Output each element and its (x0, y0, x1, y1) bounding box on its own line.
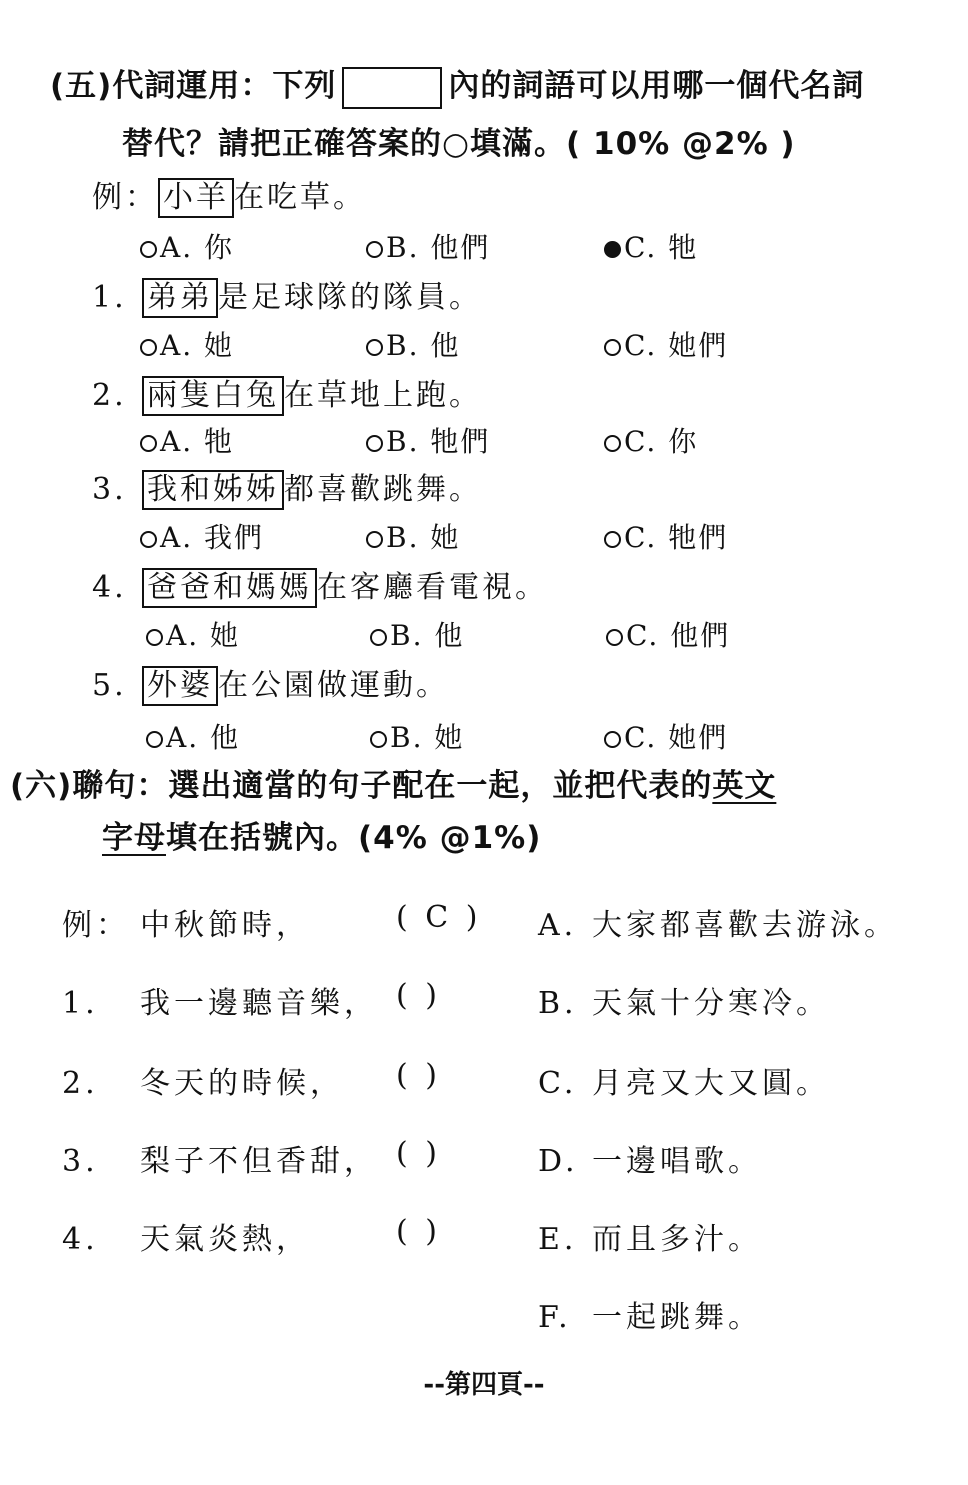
option-text: 你 (668, 425, 699, 458)
option-text: 他 (210, 721, 241, 754)
answer-bracket-2[interactable]: ( ) (396, 1058, 441, 1093)
section5-title-part1: 代詞運用：下列 (112, 68, 337, 104)
match-right-c (538, 1058, 830, 1102)
section6-title-part1: 聯句：選出適當的句子配在一起，並把代表的 (72, 768, 713, 804)
section6-heading-line2 (102, 812, 541, 857)
match-left-text: 天氣炎熱， (140, 1222, 310, 1257)
section6-number: (六) (10, 768, 73, 804)
radio-circle-icon (366, 241, 383, 258)
match-left-text: 中秋節時， (140, 908, 310, 943)
option-letter: A. (166, 619, 200, 652)
option-text: 她 (430, 521, 461, 554)
option-text: 她 (210, 619, 241, 652)
option-letter: C. (624, 329, 658, 362)
q4-option-c[interactable] (606, 614, 730, 654)
match-right-text: 一起跳舞。 (592, 1300, 762, 1335)
match-left-2 (62, 1058, 344, 1102)
answer-bracket-example: ( C ) (396, 900, 482, 935)
match-right-text: 月亮又大又圓。 (592, 1066, 830, 1101)
question-rest: 在公園做運動。 (218, 668, 449, 703)
option-text: 牠們 (668, 521, 729, 554)
q5-option-b[interactable] (370, 716, 464, 756)
question-rest: 在草地上跑。 (284, 378, 482, 413)
match-right-b (538, 978, 830, 1022)
radio-circle-icon[interactable] (146, 731, 163, 748)
match-number: 4. (62, 1222, 99, 1257)
filled-circle-icon (604, 241, 621, 258)
option-letter: C. (624, 521, 658, 554)
q1-option-b[interactable] (366, 324, 460, 364)
example-question (92, 172, 366, 218)
radio-circle-icon[interactable] (140, 339, 157, 356)
question-rest: 都喜歡跳舞。 (284, 472, 482, 507)
question-rest: 在吃草。 (234, 180, 366, 215)
example-option-b (366, 226, 490, 266)
radio-circle-icon[interactable] (370, 731, 387, 748)
q1-option-c[interactable] (604, 324, 728, 364)
match-letter: B. (538, 986, 578, 1021)
boxed-word: 外婆 (142, 666, 218, 706)
q1-option-a[interactable] (140, 324, 234, 364)
q4-option-b[interactable] (370, 614, 464, 654)
match-letter: D. (538, 1144, 579, 1179)
question-number: 1. (92, 280, 127, 315)
radio-circle-icon[interactable] (140, 435, 157, 452)
option-text: 他 (434, 619, 465, 652)
section6-heading (10, 760, 776, 805)
option-letter: A. (160, 231, 194, 264)
option-text: 他們 (670, 619, 731, 652)
radio-circle-icon[interactable] (604, 435, 621, 452)
example-label: 例： (92, 180, 158, 215)
question-number: 3. (92, 472, 127, 507)
match-letter: E. (538, 1222, 578, 1257)
match-letter: A. (538, 908, 578, 943)
match-left-4 (62, 1214, 310, 1258)
match-right-f (538, 1292, 762, 1336)
boxed-word: 我和姊姊 (142, 470, 284, 510)
boxed-word: 小羊 (158, 178, 234, 218)
q5-option-a[interactable] (146, 716, 240, 756)
option-text: 他 (430, 329, 461, 362)
match-letter: F. (538, 1300, 572, 1335)
option-letter: A. (160, 425, 194, 458)
radio-circle-icon[interactable] (604, 731, 621, 748)
match-number: 例： (62, 908, 130, 943)
option-letter: C. (624, 425, 658, 458)
question-3 (92, 464, 482, 510)
option-letter: C. (624, 721, 658, 754)
option-text: 她們 (668, 329, 729, 362)
radio-circle-icon[interactable] (146, 629, 163, 646)
match-right-text: 大家都喜歡去游泳。 (592, 908, 898, 943)
match-right-d (538, 1136, 762, 1180)
match-left-text: 我一邊聽音樂， (140, 986, 378, 1021)
option-letter: B. (390, 619, 424, 652)
question-1 (92, 272, 482, 318)
radio-circle-icon[interactable] (366, 531, 383, 548)
question-number: 2. (92, 378, 127, 413)
section5-title-part2: 內的詞語可以用哪一個代名詞 (448, 68, 865, 104)
option-text: 我們 (204, 521, 265, 554)
question-rest: 是足球隊的隊員。 (218, 280, 482, 315)
match-left-text: 冬天的時候， (140, 1066, 344, 1101)
option-text: 她們 (668, 721, 729, 754)
q2-option-b[interactable] (366, 420, 490, 460)
match-right-text: 而且多汁。 (592, 1222, 762, 1257)
match-left-text: 梨子不但香甜， (140, 1144, 378, 1179)
match-number: 1. (62, 986, 99, 1021)
q3-option-c[interactable] (604, 516, 728, 556)
radio-circle-icon[interactable] (140, 531, 157, 548)
match-right-text: 天氣十分寒冷。 (592, 986, 830, 1021)
radio-circle-icon[interactable] (366, 339, 383, 356)
option-text: 你 (204, 231, 235, 264)
match-right-e (538, 1214, 762, 1258)
section6-title-part2: 填在括號內。(4% @1%) (166, 820, 542, 856)
option-letter: B. (390, 721, 424, 754)
example-option-a (140, 226, 234, 266)
answer-bracket-3[interactable]: ( ) (396, 1136, 441, 1171)
example-option-c (604, 226, 698, 266)
boxed-word: 弟弟 (142, 278, 218, 318)
section6-title-underlined-1: 英文 (712, 768, 777, 804)
option-letter: A. (166, 721, 200, 754)
option-letter: C. (624, 231, 658, 264)
option-letter: C. (626, 619, 660, 652)
answer-bracket-1[interactable]: ( ) (396, 978, 441, 1013)
question-5 (92, 660, 449, 706)
match-left-1 (62, 978, 378, 1022)
boxed-word: 爸爸和媽媽 (142, 568, 317, 608)
option-letter: B. (386, 231, 420, 264)
q5-option-c[interactable] (604, 716, 728, 756)
radio-circle-icon[interactable] (370, 629, 387, 646)
question-number: 4. (92, 570, 127, 605)
page-number: --第四頁-- (423, 1370, 545, 1400)
match-left-3 (62, 1136, 378, 1180)
match-left-example (62, 900, 310, 944)
question-4 (92, 562, 548, 608)
q3-option-b[interactable] (366, 516, 460, 556)
question-number: 5. (92, 668, 127, 703)
option-letter: A. (160, 521, 194, 554)
blank-box-indicator (342, 67, 442, 109)
option-text: 牠 (668, 231, 699, 264)
option-letter: B. (386, 425, 420, 458)
radio-circle-icon (140, 241, 157, 258)
match-right-text: 一邊唱歌。 (592, 1144, 762, 1179)
answer-bracket-4[interactable]: ( ) (396, 1214, 441, 1249)
match-number: 3. (62, 1144, 99, 1179)
radio-circle-icon[interactable] (604, 531, 621, 548)
radio-circle-icon[interactable] (606, 629, 623, 646)
option-letter: B. (386, 329, 420, 362)
q4-option-a[interactable] (146, 614, 240, 654)
boxed-word: 兩隻白兔 (142, 376, 284, 416)
q2-option-a[interactable] (140, 420, 234, 460)
question-2 (92, 370, 482, 416)
match-letter: C. (538, 1066, 578, 1101)
match-number: 2. (62, 1066, 99, 1101)
radio-circle-icon[interactable] (366, 435, 383, 452)
option-text: 牠 (204, 425, 235, 458)
radio-circle-icon[interactable] (604, 339, 621, 356)
option-text: 牠們 (430, 425, 491, 458)
option-letter: B. (386, 521, 420, 554)
section6-title-underlined-2: 字母 (102, 820, 166, 856)
section5-heading-line2: 替代？請把正確答案的○填滿。( 10% @2% ) (122, 126, 796, 162)
question-rest: 在客廳看電視。 (317, 570, 548, 605)
q3-option-a[interactable] (140, 516, 264, 556)
section5-number: (五) (50, 68, 113, 104)
section5-heading (50, 60, 864, 109)
option-text: 他們 (430, 231, 491, 264)
match-right-a (538, 900, 898, 944)
q2-option-c[interactable] (604, 420, 698, 460)
option-text: 她 (204, 329, 235, 362)
option-letter: A. (160, 329, 194, 362)
option-text: 她 (434, 721, 465, 754)
